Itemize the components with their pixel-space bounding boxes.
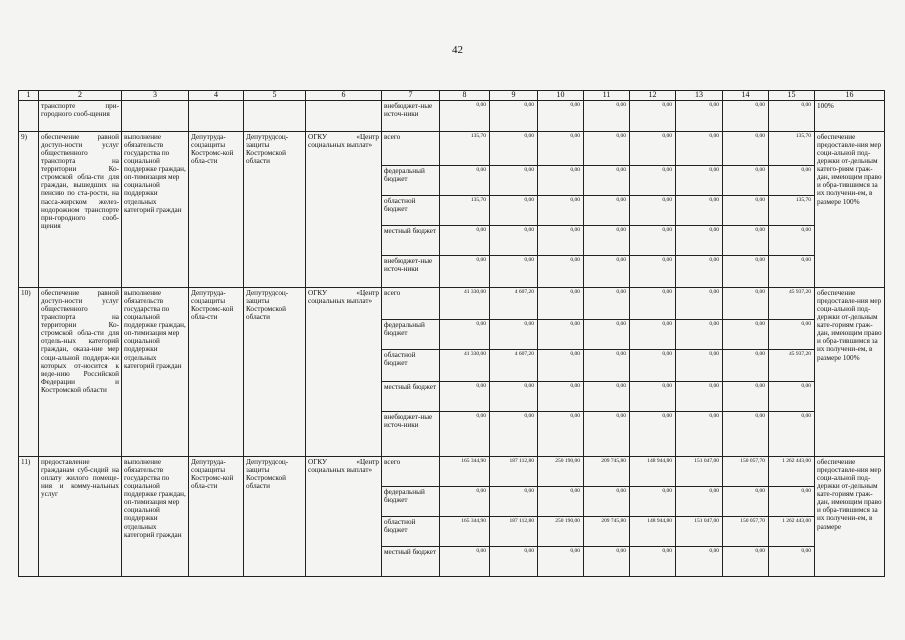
amount-cell: 41 330,00 xyxy=(440,288,490,320)
amount-cell: 0,00 xyxy=(723,350,769,382)
amount-cell: 135,70 xyxy=(440,196,490,226)
amount-cell: 0,00 xyxy=(630,196,676,226)
recipient-cell: ОГКУ «Центр социальных выплат» xyxy=(306,132,382,288)
amount-cell: 0,00 xyxy=(490,166,538,196)
column-number: 9 xyxy=(490,91,538,101)
amount-cell: 0,00 xyxy=(630,166,676,196)
result-cell: обеспечение предоставле-ния мер соци-альной под-держки от-дельным катего-риям граж-дан, имеющим право и обра-тившимся за их получени-ем, в размере 100% xyxy=(815,132,885,288)
amount-cell: 0,00 xyxy=(490,412,538,457)
amount-cell: 0,00 xyxy=(769,487,815,517)
column-number: 5 xyxy=(244,91,306,101)
amount-cell: 0,00 xyxy=(538,320,584,350)
amount-cell: 0,00 xyxy=(676,412,723,457)
amount-cell: 45 937,20 xyxy=(769,350,815,382)
amount-cell: 0,00 xyxy=(490,320,538,350)
amount-cell: 0,00 xyxy=(490,132,538,166)
table-row xyxy=(19,457,885,487)
amount-cell: 0,00 xyxy=(723,288,769,320)
amount-cell: 0,00 xyxy=(676,320,723,350)
amount-cell: 0,00 xyxy=(538,547,584,577)
amount-cell: 0,00 xyxy=(630,382,676,412)
column-number: 13 xyxy=(676,91,723,101)
result-cell: 100% xyxy=(815,101,885,132)
coexecutor-cell: Депутрудсоц-защиты Костромской области xyxy=(244,132,306,288)
amount-cell: 187 112,80 xyxy=(490,517,538,547)
amount-cell: 0,00 xyxy=(723,382,769,412)
amount-cell: 0,00 xyxy=(723,196,769,226)
amount-cell: 4 607,20 xyxy=(490,288,538,320)
column-number: 3 xyxy=(122,91,189,101)
amount-cell: 0,00 xyxy=(538,256,584,288)
funding-source-cell: всего xyxy=(382,457,440,487)
amount-cell: 0,00 xyxy=(769,101,815,132)
amount-cell: 0,00 xyxy=(723,101,769,132)
amount-cell: 0,00 xyxy=(769,382,815,412)
empty-cell xyxy=(122,101,189,132)
amount-cell: 0,00 xyxy=(584,547,630,577)
amount-cell: 209 745,80 xyxy=(584,457,630,487)
amount-cell: 0,00 xyxy=(630,101,676,132)
amount-cell: 0,00 xyxy=(440,487,490,517)
amount-cell: 0,00 xyxy=(676,132,723,166)
amount-cell: 0,00 xyxy=(538,101,584,132)
amount-cell: 0,00 xyxy=(630,412,676,457)
executor-cell: Депутруда-соцзащиты Костромс-кой обла-сти xyxy=(189,288,244,457)
amount-cell: 0,00 xyxy=(723,166,769,196)
column-number: 12 xyxy=(630,91,676,101)
empty-cell xyxy=(244,101,306,132)
amount-cell: 0,00 xyxy=(584,196,630,226)
funding-source-cell: федеральный бюджет xyxy=(382,487,440,517)
coexecutor-cell: Депутрудсоц-защиты Костромской области xyxy=(244,457,306,577)
column-number: 14 xyxy=(723,91,769,101)
executor-cell: Депутруда-соцзащиты Костромс-кой обла-сти xyxy=(189,132,244,288)
amount-cell: 0,00 xyxy=(584,226,630,256)
amount-cell: 0,00 xyxy=(538,226,584,256)
amount-cell: 0,00 xyxy=(676,101,723,132)
amount-cell: 45 937,20 xyxy=(769,288,815,320)
measure-name-cell: обеспечение равной доступ-ности услуг общественного транспорта на территории Ко-стромской обла-сти для отдель-ных категорий граждан, оказа-ние мер соци-альной поддерж-ки которых от-носится к веде-нию Российской Федерации и Костромской области xyxy=(39,288,122,457)
funding-source-cell: местный бюджет xyxy=(382,226,440,256)
amount-cell: 0,00 xyxy=(584,288,630,320)
measure-name-cell: транспорте при-городного сооб-щения xyxy=(39,101,122,132)
amount-cell: 0,00 xyxy=(440,382,490,412)
funding-source-cell: внебюджет-ные источ-ники xyxy=(382,412,440,457)
empty-cell xyxy=(306,101,382,132)
amount-cell: 0,00 xyxy=(630,132,676,166)
amount-cell: 0,00 xyxy=(538,487,584,517)
amount-cell: 0,00 xyxy=(630,350,676,382)
result-cell: обеспечение предоставле-ния мер соци-альной под-держки от-дельным кате-гориям граж-дан, имеющим право и обра-тившимся за их получени-ем, в размере xyxy=(815,457,885,577)
amount-cell: 0,00 xyxy=(538,166,584,196)
amount-cell: 0,00 xyxy=(584,320,630,350)
amount-cell: 0,00 xyxy=(538,350,584,382)
amount-cell: 0,00 xyxy=(538,382,584,412)
column-number: 7 xyxy=(382,91,440,101)
amount-cell: 41 330,00 xyxy=(440,350,490,382)
column-number: 16 xyxy=(815,91,885,101)
task-cell: выполнение обязательств государства по социальной поддержке граждан, оп-тимизация мер социальной поддержки отдельных категорий граждан xyxy=(122,457,189,577)
amount-cell: 0,00 xyxy=(676,288,723,320)
amount-cell: 0,00 xyxy=(440,256,490,288)
amount-cell: 187 112,80 xyxy=(490,457,538,487)
amount-cell: 150 057,70 xyxy=(723,517,769,547)
measure-name-cell: предоставление гражданам суб-сидий на оплату жилого помеще-ния и комму-нальных услуг xyxy=(39,457,122,577)
column-number: 2 xyxy=(39,91,122,101)
amount-cell: 0,00 xyxy=(769,226,815,256)
amount-cell: 148 944,80 xyxy=(630,457,676,487)
amount-cell: 0,00 xyxy=(538,196,584,226)
amount-cell: 165 344,90 xyxy=(440,517,490,547)
amount-cell: 0,00 xyxy=(769,166,815,196)
amount-cell: 151 047,00 xyxy=(676,517,723,547)
table-row xyxy=(19,288,885,320)
amount-cell: 0,00 xyxy=(630,320,676,350)
amount-cell: 135,70 xyxy=(769,132,815,166)
funding-source-cell: внебюджет-ные источ-ники xyxy=(382,101,440,132)
column-number: 6 xyxy=(306,91,382,101)
table-row xyxy=(19,132,885,166)
column-number: 15 xyxy=(769,91,815,101)
amount-cell: 0,00 xyxy=(440,101,490,132)
amount-cell: 0,00 xyxy=(440,547,490,577)
amount-cell: 0,00 xyxy=(676,196,723,226)
column-number: 4 xyxy=(189,91,244,101)
recipient-cell: ОГКУ «Центр социальных выплат» xyxy=(306,288,382,457)
funding-source-cell: областной бюджет xyxy=(382,517,440,547)
amount-cell: 0,00 xyxy=(490,547,538,577)
amount-cell: 0,00 xyxy=(490,101,538,132)
column-number: 8 xyxy=(440,91,490,101)
row-number-cell: 11) xyxy=(19,457,39,577)
amount-cell: 165 344,90 xyxy=(440,457,490,487)
amount-cell: 0,00 xyxy=(723,320,769,350)
funding-source-cell: федеральный бюджет xyxy=(382,320,440,350)
page-number: 42 xyxy=(452,44,463,56)
amount-cell: 0,00 xyxy=(769,256,815,288)
amount-cell: 209 745,80 xyxy=(584,517,630,547)
amount-cell: 250 190,00 xyxy=(538,457,584,487)
row-number-cell: 10) xyxy=(19,288,39,457)
amount-cell: 0,00 xyxy=(769,412,815,457)
amount-cell: 0,00 xyxy=(440,226,490,256)
amount-cell: 0,00 xyxy=(723,132,769,166)
amount-cell: 0,00 xyxy=(723,226,769,256)
result-cell: обеспечение предоставле-ния мер соци-альной под-держки от-дельным кате-гориям граж-дан, имеющим право и обра-тившимся за их получени-ем, в размере 100% xyxy=(815,288,885,457)
empty-cell xyxy=(189,101,244,132)
amount-cell: 0,00 xyxy=(630,487,676,517)
amount-cell: 0,00 xyxy=(676,350,723,382)
amount-cell: 0,00 xyxy=(630,256,676,288)
amount-cell: 0,00 xyxy=(769,547,815,577)
amount-cell: 0,00 xyxy=(723,547,769,577)
amount-cell: 0,00 xyxy=(630,226,676,256)
amount-cell: 0,00 xyxy=(676,487,723,517)
amount-cell: 150 057,70 xyxy=(723,457,769,487)
amount-cell: 135,70 xyxy=(769,196,815,226)
amount-cell: 0,00 xyxy=(676,256,723,288)
table-row xyxy=(19,101,885,132)
amount-cell: 151 047,00 xyxy=(676,457,723,487)
amount-cell: 0,00 xyxy=(584,382,630,412)
amount-cell: 0,00 xyxy=(723,256,769,288)
amount-cell: 1 262 443,00 xyxy=(769,457,815,487)
row-number-cell: 9) xyxy=(19,132,39,288)
amount-cell: 0,00 xyxy=(630,547,676,577)
amount-cell: 0,00 xyxy=(490,487,538,517)
amount-cell: 0,00 xyxy=(490,226,538,256)
amount-cell: 0,00 xyxy=(584,412,630,457)
amount-cell: 0,00 xyxy=(723,487,769,517)
amount-cell: 0,00 xyxy=(440,166,490,196)
coexecutor-cell: Депутрудсоц-защиты Костромской области xyxy=(244,288,306,457)
amount-cell: 0,00 xyxy=(584,132,630,166)
amount-cell: 0,00 xyxy=(440,412,490,457)
funding-source-cell: всего xyxy=(382,132,440,166)
funding-source-cell: областной бюджет xyxy=(382,196,440,226)
amount-cell: 0,00 xyxy=(490,256,538,288)
row-number-cell xyxy=(19,101,39,132)
amount-cell: 0,00 xyxy=(490,382,538,412)
measure-name-cell: обеспечение равной доступ-ности услуг общественного транспорта на территории Ко-стромской обла-сти для граждан, вышедших на пенсию по ста-рости, на пасса-жирском желез-нодорожном транспорте при-городного сооб-щения xyxy=(39,132,122,288)
amount-cell: 1 262 443,00 xyxy=(769,517,815,547)
amount-cell: 0,00 xyxy=(538,132,584,166)
amount-cell: 0,00 xyxy=(490,196,538,226)
column-number: 10 xyxy=(538,91,584,101)
funding-source-cell: местный бюджет xyxy=(382,547,440,577)
amount-cell: 0,00 xyxy=(584,101,630,132)
column-number-row xyxy=(19,91,885,101)
amount-cell: 0,00 xyxy=(723,412,769,457)
amount-cell: 0,00 xyxy=(676,547,723,577)
amount-cell: 0,00 xyxy=(440,320,490,350)
program-table xyxy=(18,90,885,577)
amount-cell: 0,00 xyxy=(538,288,584,320)
amount-cell: 4 607,20 xyxy=(490,350,538,382)
amount-cell: 148 944,80 xyxy=(630,517,676,547)
amount-cell: 0,00 xyxy=(676,382,723,412)
amount-cell: 0,00 xyxy=(769,320,815,350)
column-number: 1 xyxy=(19,91,39,101)
amount-cell: 0,00 xyxy=(584,166,630,196)
funding-source-cell: областной бюджет xyxy=(382,350,440,382)
amount-cell: 0,00 xyxy=(630,288,676,320)
amount-cell: 0,00 xyxy=(584,256,630,288)
executor-cell: Депутруда-соцзащиты Костромс-кой обла-сти xyxy=(189,457,244,577)
funding-source-cell: всего xyxy=(382,288,440,320)
amount-cell: 0,00 xyxy=(676,166,723,196)
amount-cell: 0,00 xyxy=(676,226,723,256)
task-cell: выполнение обязательств государства по социальной поддержке граждан, оп-тимизация мер социальной поддержки отдельных категорий граждан xyxy=(122,132,189,288)
recipient-cell: ОГКУ «Центр социальных выплат» xyxy=(306,457,382,577)
amount-cell: 0,00 xyxy=(538,412,584,457)
amount-cell: 250 190,00 xyxy=(538,517,584,547)
amount-cell: 0,00 xyxy=(584,487,630,517)
task-cell: выполнение обязательств государства по социальной поддержке граждан, оп-тимизация мер социальной поддержки отдельных категорий граждан xyxy=(122,288,189,457)
funding-source-cell: федеральный бюджет xyxy=(382,166,440,196)
funding-source-cell: внебюджет-ные источ-ники xyxy=(382,256,440,288)
amount-cell: 0,00 xyxy=(584,350,630,382)
column-number: 11 xyxy=(584,91,630,101)
funding-source-cell: местный бюджет xyxy=(382,382,440,412)
amount-cell: 135,70 xyxy=(440,132,490,166)
